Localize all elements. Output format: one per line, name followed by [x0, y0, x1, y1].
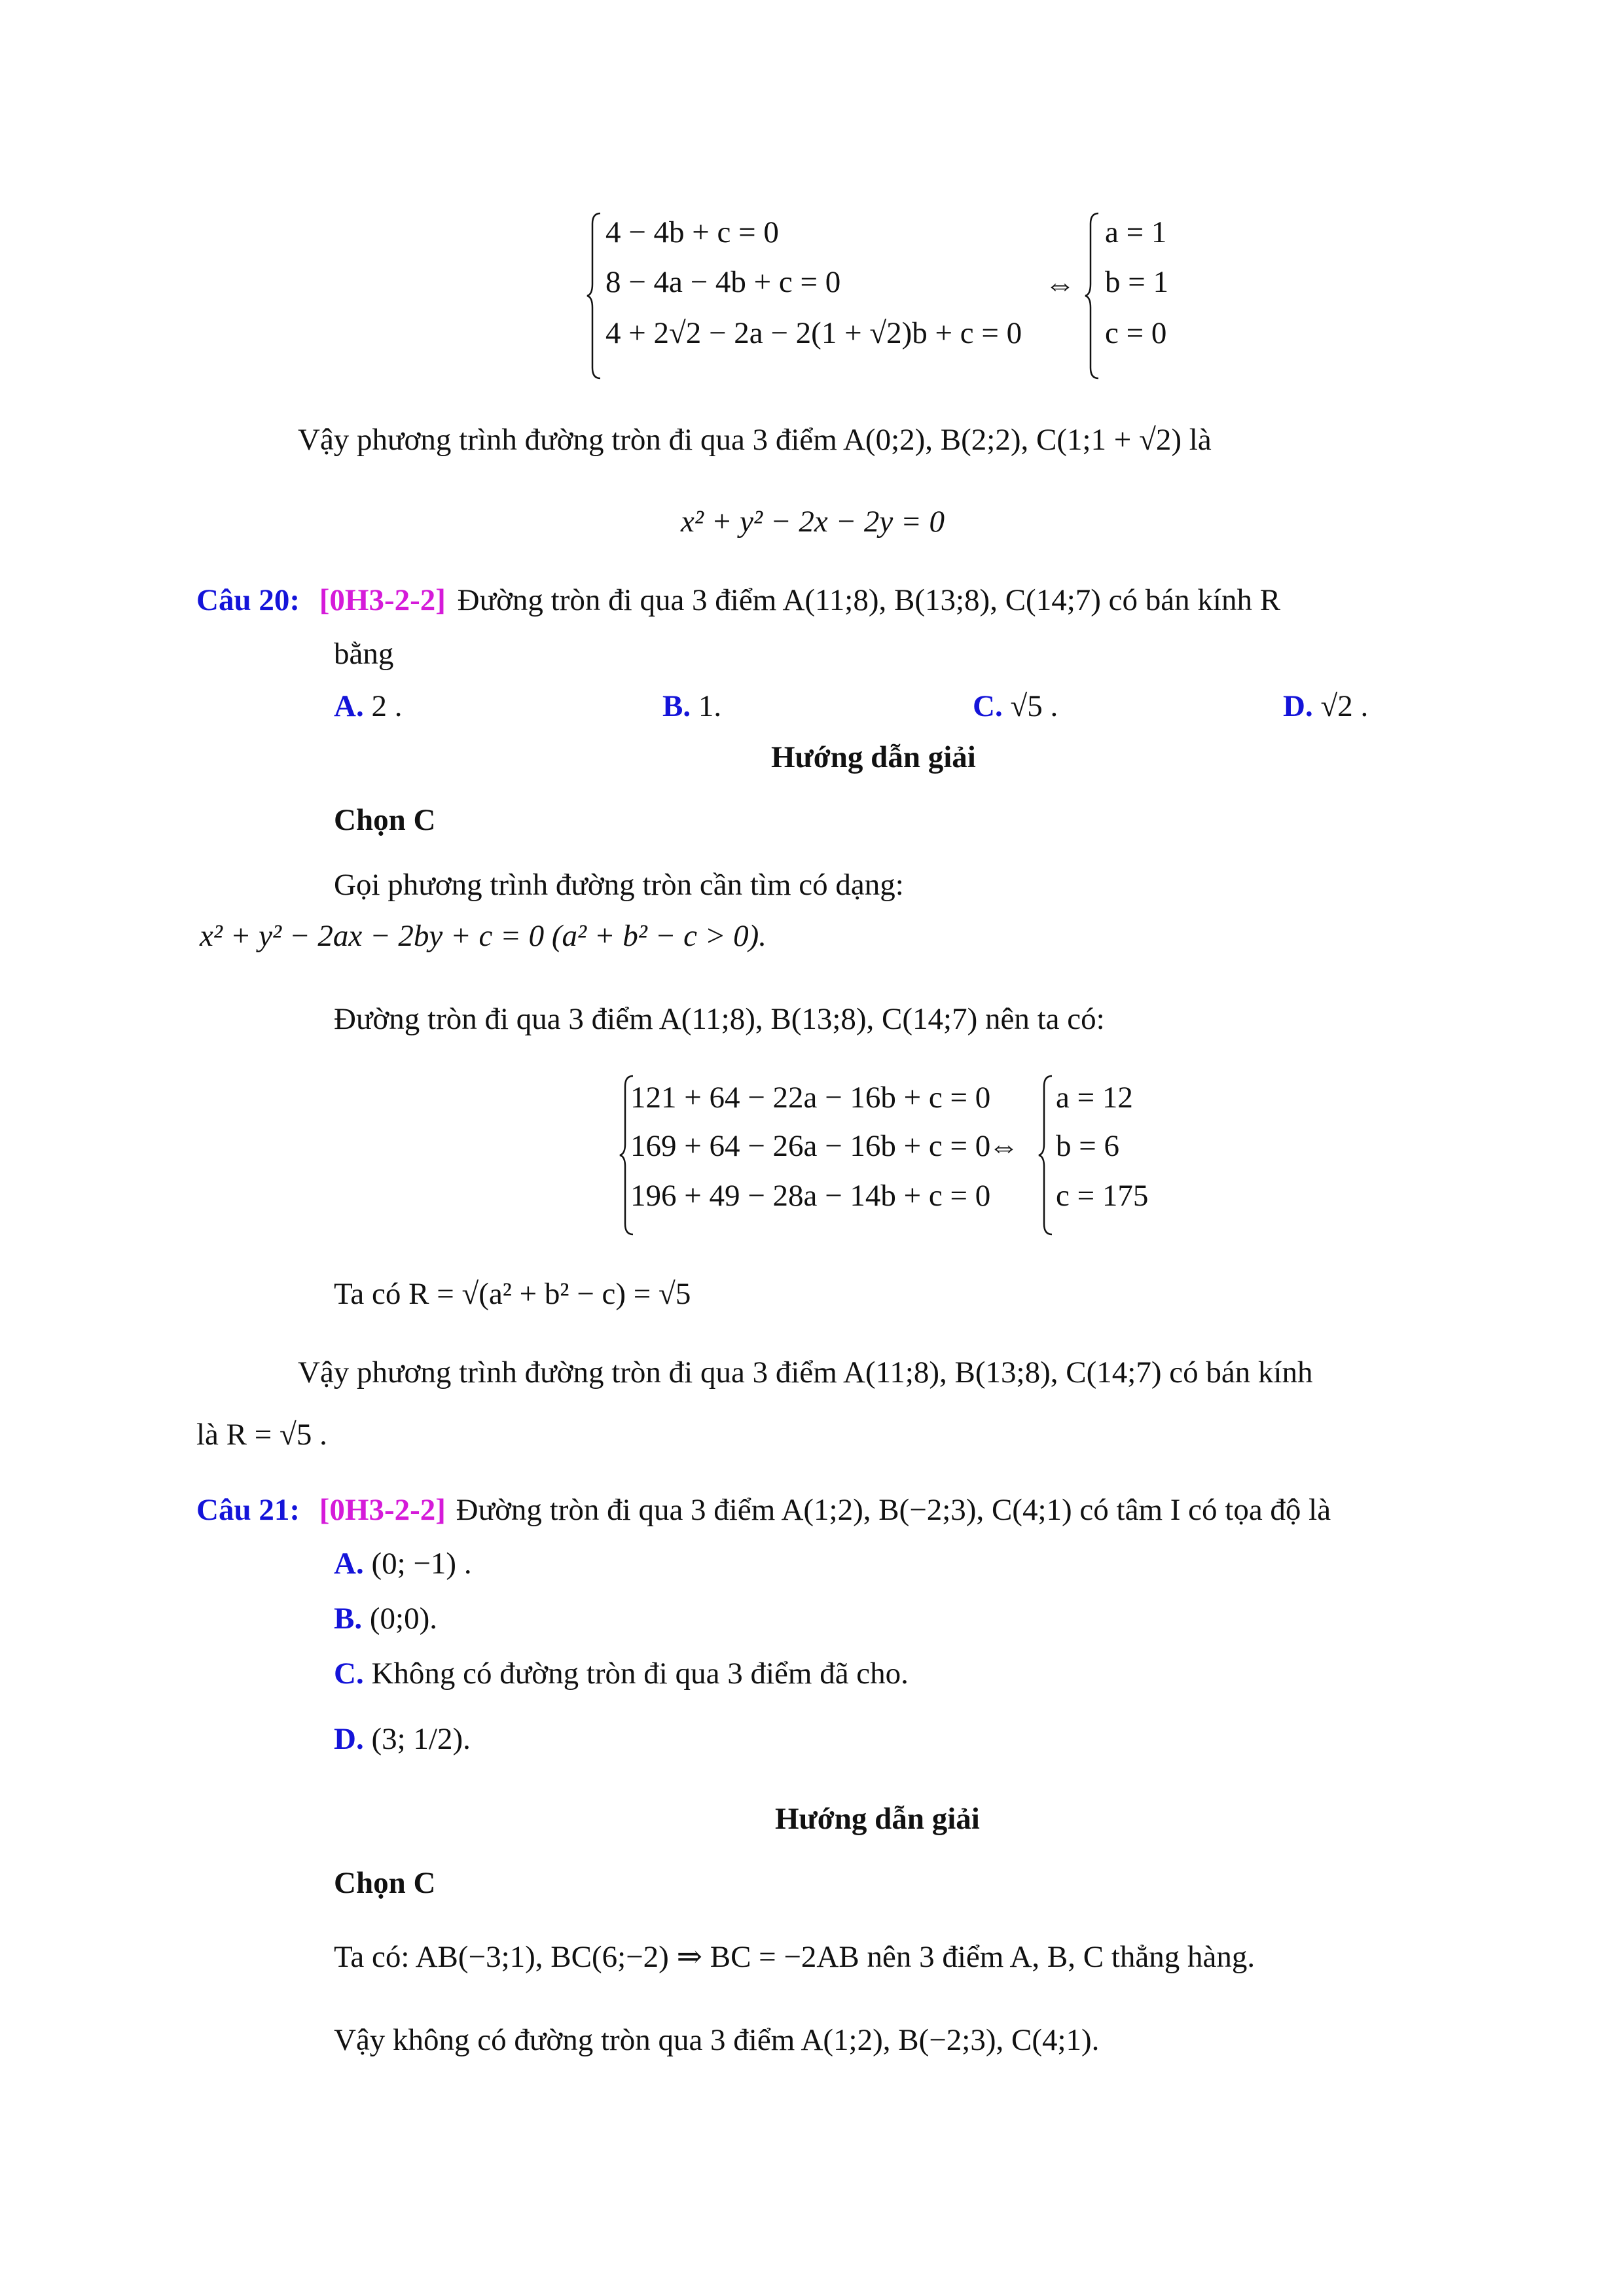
question-21-code: [0H3-2-2] [319, 1493, 446, 1527]
left-brace [1084, 211, 1101, 381]
question-21-label: Câu 21: [196, 1493, 300, 1527]
option-text: 1. [698, 689, 722, 723]
question-21-stem: Đường tròn đi qua 3 điểm A(1;2), B(−2;3), C(4;1) có tâm I có tọa độ là [456, 1493, 1331, 1527]
circle-equation: x² + y² − 2x − 2y = 0 [681, 505, 945, 539]
q20-option-a[interactable] [334, 689, 402, 724]
system-1 [586, 211, 1083, 381]
system-2 [619, 1073, 1038, 1237]
system-1-eq-2: 8 − 4a − 4b + c = 0 [605, 265, 841, 299]
q20-option-d[interactable] [1283, 689, 1368, 724]
solution-c: c = 175 [1056, 1179, 1149, 1213]
question-20-label: Câu 20: [196, 583, 300, 617]
q20-conclusion: Vậy phương trình đường tròn đi qua 3 điểm A(11;8), B(13;8), C(14;7) có bán kính [298, 1355, 1313, 1390]
q20-line-2: x² + y² − 2ax − 2by + c = 0 (a² + b² − c > 0). [200, 919, 767, 953]
q21-option-a[interactable] [334, 1546, 472, 1581]
left-brace [1038, 1073, 1055, 1237]
equivalence-2: ⇔ [988, 1130, 1019, 1164]
option-letter: D. [334, 1722, 364, 1756]
option-letter: C. [334, 1657, 364, 1691]
q21-option-c[interactable] [334, 1656, 909, 1691]
q20-option-b[interactable] [662, 689, 721, 724]
q20-line-3: Đường tròn đi qua 3 điểm A(11;8), B(13;8), C(14;7) nên ta có: [334, 1002, 1105, 1036]
option-text: √2 . [1320, 689, 1369, 723]
system-2-eq-3: 196 + 49 − 28a − 14b + c = 0 [630, 1179, 991, 1213]
q20-solution-title: Hướng dẫn giải [771, 740, 976, 774]
system-2-eq-2: 169 + 64 − 26a − 16b + c = 0 [630, 1129, 991, 1163]
question-20-code: [0H3-2-2] [319, 583, 446, 617]
option-text: √5 . [1010, 689, 1058, 723]
system-2-solution [1038, 1073, 1208, 1237]
q21-line-1: Ta có: AB(−3;1), BC(6;−2) ⇒ BC = −2AB nên 3 điểm A, B, C thẳng hàng. [334, 1940, 1255, 1974]
q20-option-c[interactable] [973, 689, 1058, 724]
option-text: (0;0). [369, 1602, 437, 1636]
left-brace [586, 211, 603, 381]
q20-line-1: Gọi phương trình đường tròn cần tìm có dạng: [334, 868, 904, 902]
system-2-eq-1: 121 + 64 − 22a − 16b + c = 0 [630, 1081, 991, 1115]
solution-a: a = 12 [1056, 1081, 1133, 1115]
question-20-stem: Đường tròn đi qua 3 điểm A(11;8), B(13;8), C(14;7) có bán kính R [457, 583, 1281, 617]
solution-b: b = 6 [1056, 1129, 1120, 1163]
system-1-eq-3: 4 + 2√2 − 2a − 2(1 + √2)b + c = 0 [605, 316, 1022, 350]
q20-radius: Ta có R = √(a² + b² − c) = √5 [334, 1277, 691, 1311]
q21-choice: Chọn C [334, 1866, 436, 1900]
q20-conclusion-cont: là R = √5 . [196, 1418, 327, 1452]
option-letter: A. [334, 1547, 364, 1581]
question-21-header [196, 1492, 1331, 1528]
solution-a: a = 1 [1105, 215, 1167, 249]
option-letter: B. [334, 1602, 363, 1636]
option-letter: D. [1283, 689, 1313, 723]
solution-c: c = 0 [1105, 316, 1167, 350]
solution-b: b = 1 [1105, 265, 1169, 299]
q20-choice: Chọn C [334, 803, 436, 837]
option-text: Không có đường tròn đi qua 3 điểm đã cho. [371, 1657, 909, 1691]
q21-option-b[interactable] [334, 1601, 437, 1636]
q21-solution-title: Hướng dẫn giải [775, 1802, 980, 1836]
option-letter: A. [334, 689, 364, 723]
system-1-eq-1: 4 − 4b + c = 0 [605, 215, 779, 249]
option-letter: B. [662, 689, 691, 723]
option-text: 2 . [371, 689, 403, 723]
block1-conclusion: Vậy phương trình đường tròn đi qua 3 điểm A(0;2), B(2;2), C(1;1 + √2) là [298, 423, 1212, 457]
system-1-solution [1084, 211, 1228, 381]
option-text: (3; 1/2). [371, 1722, 471, 1756]
option-letter: C. [973, 689, 1003, 723]
question-20-stem-cont: bằng [334, 637, 394, 671]
q21-line-2: Vậy không có đường tròn qua 3 điểm A(1;2), B(−2;3), C(4;1). [334, 2023, 1100, 2057]
equivalence-1: ⇔ [1045, 268, 1075, 302]
question-20-header [196, 583, 1280, 618]
q21-option-d[interactable] [334, 1721, 471, 1757]
option-text: (0; −1) . [371, 1547, 472, 1581]
